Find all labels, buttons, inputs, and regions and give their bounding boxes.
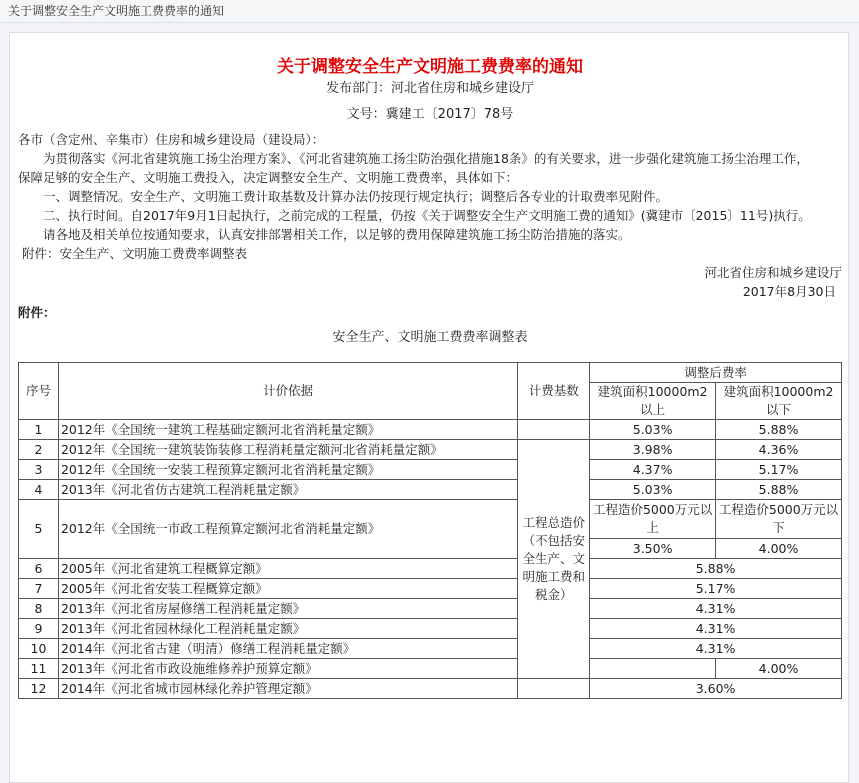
page-header: [0, 0, 859, 23]
row-base-blank: [590, 659, 716, 679]
table-row: [19, 679, 842, 699]
table-row: [19, 579, 842, 599]
row-no: 2: [19, 440, 59, 460]
table-row: [19, 480, 842, 500]
row-rate-over: 5.03%: [590, 420, 716, 440]
row-basis: 2005年《河北省安装工程概算定额》: [58, 579, 517, 599]
row-basis: 2013年《河北省仿古建筑工程消耗量定额》: [58, 480, 517, 500]
row-no: 6: [19, 559, 59, 579]
page-header-title: 关于调整安全生产文明施工费费率的通知: [8, 4, 225, 18]
table-row: [19, 420, 842, 440]
row-rate-under: 5.88%: [716, 420, 842, 440]
row-basis: 2013年《河北省房屋修缮工程消耗量定额》: [58, 599, 517, 619]
doc-number-line: 文号：冀建工〔2017〕78号: [346, 107, 514, 122]
row-rate-under: 4.36%: [716, 440, 842, 460]
row-basis: 2012年《全国统一建筑工程基础定额河北省消耗量定额》: [58, 420, 517, 440]
table-header-row: [19, 363, 842, 383]
row-rate: 4.31%: [590, 639, 842, 659]
header-cost-under: 工程造价5000万元以下: [716, 500, 842, 539]
table-row: [19, 500, 842, 539]
table-row: [19, 599, 842, 619]
row-no: 12: [19, 679, 59, 699]
attachment-label: 附件：: [18, 305, 56, 320]
attachment-line: 附件：安全生产、文明施工费费率调整表: [22, 246, 248, 261]
paragraph-3: 一、调整情况。安全生产、文明施工费计取基数及计算办法仍按现行规定执行；调整后各专业的计取费率见附件。: [43, 189, 669, 204]
sign-org: 河北省住房和城乡建设厅: [704, 265, 842, 280]
header-no: 序号: [19, 363, 59, 420]
row-basis: 2012年《全国统一市政工程预算定额河北省消耗量定额》: [58, 500, 517, 559]
header-base: 计费基数: [518, 363, 590, 420]
row-rate: 4.00%: [716, 659, 842, 679]
row-rate-over: 4.37%: [590, 460, 716, 480]
header-adjusted: 调整后费率: [590, 363, 842, 383]
paragraph-4: 二、执行时间。自2017年9月1日起执行，之前完成的工程量，仍按《关于调整安全生产文明施工费的通知》(冀建市〔2015〕11号)执行。: [43, 208, 811, 223]
row-rate: 3.60%: [590, 679, 842, 699]
row-rate-over: 3.50%: [590, 539, 716, 559]
row-basis: 2014年《河北省城市园林绿化养护管理定额》: [58, 679, 517, 699]
row-rate-over: 5.03%: [590, 480, 716, 500]
row-base-blank: [518, 420, 590, 440]
row-basis: 2014年《河北省古建（明清）修缮工程消耗量定额》: [58, 639, 517, 659]
row-no: 9: [19, 619, 59, 639]
row-no: 11: [19, 659, 59, 679]
row-basis: 2005年《河北省建筑工程概算定额》: [58, 559, 517, 579]
row-rate-over: 3.98%: [590, 440, 716, 460]
row-basis: 2012年《全国统一安装工程预算定额河北省消耗量定额》: [58, 460, 517, 480]
document-panel: [9, 32, 849, 783]
salutation: 各市（含定州、辛集市）住房和城乡建设局（建设局）：: [18, 132, 325, 147]
row-rate-under: 5.88%: [716, 480, 842, 500]
paragraph-2: 保障足够的安全生产、文明施工费投入，决定调整安全生产、文明施工费费率，具体如下：: [18, 170, 519, 185]
paragraph-5: 请各地及相关单位按通知要求，认真安排部署相关工作，以足够的费用保障建筑施工扬尘防治措施的落实。: [43, 227, 631, 242]
row-rate: 4.31%: [590, 619, 842, 639]
table-caption: 安全生产、文明施工费费率调整表: [332, 330, 528, 345]
row-no: 4: [19, 480, 59, 500]
row-rate: 5.17%: [590, 579, 842, 599]
paragraph-1: 为贯彻落实《河北省建筑施工扬尘治理方案》、《河北省建筑施工扬尘防治强化措施18条》的有关要求，进一步强化建筑施工扬尘治理工作，: [43, 151, 809, 166]
sign-date: 2017年8月30日: [742, 284, 836, 299]
row-basis: 2013年《河北省园林绿化工程消耗量定额》: [58, 619, 517, 639]
header-area-over: 建筑面积10000m2以上: [590, 383, 716, 420]
table-row: [19, 559, 842, 579]
row-rate-under: 5.17%: [716, 460, 842, 480]
base-cell: 工程总造价（不包括安全生产、文明施工费和税金）: [518, 440, 590, 679]
table-row: [19, 639, 842, 659]
row-no: 1: [19, 420, 59, 440]
header-area-under: 建筑面积10000m2以下: [716, 383, 842, 420]
row-no: 5: [19, 500, 59, 559]
table-row: [19, 460, 842, 480]
header-basis: 计价依据: [58, 363, 517, 420]
row-basis: 2013年《河北省市政设施维修养护预算定额》: [58, 659, 517, 679]
row-rate-under: 4.00%: [716, 539, 842, 559]
row-no: 3: [19, 460, 59, 480]
row-no: 10: [19, 639, 59, 659]
table-row: [19, 440, 842, 460]
table-row: [19, 619, 842, 639]
issuer-line: 发布部门：河北省住房和城乡建设厅: [325, 81, 534, 96]
row-rate: 5.88%: [590, 559, 842, 579]
row-rate: 4.31%: [590, 599, 842, 619]
doc-title: 关于调整安全生产文明施工费费率的通知: [277, 57, 583, 77]
row-basis: 2012年《全国统一建筑装饰装修工程消耗量定额河北省消耗量定额》: [58, 440, 517, 460]
row-base-blank: [518, 679, 590, 699]
header-cost-over: 工程造价5000万元以上: [590, 500, 716, 539]
rate-table: [18, 362, 842, 699]
table-row: [19, 659, 842, 679]
row-no: 8: [19, 599, 59, 619]
row-no: 7: [19, 579, 59, 599]
